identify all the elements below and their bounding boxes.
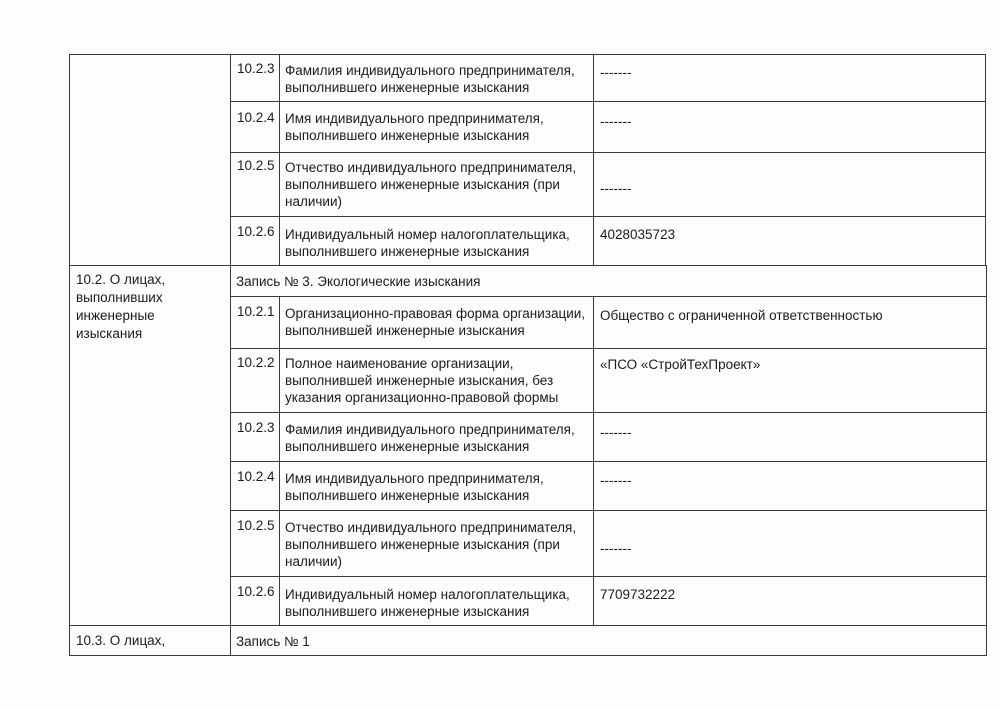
field-value: 7709732222 [600,587,676,602]
row-divider [69,655,987,656]
row-divider [69,265,986,266]
field-value: ------- [600,541,632,556]
section-label: изыскания [76,326,143,341]
row-number: 10.2.3 [237,420,275,435]
record-title: Запись № 3. Экологические изыскания [236,274,481,289]
row-divider [230,216,986,217]
field-label: Имя индивидуального предпринимателя, [285,471,544,486]
column-divider [279,54,280,265]
field-label: Отчество индивидуального предпринимателя, [285,520,577,535]
section-label: инженерные [76,308,155,323]
field-value: ------- [600,473,632,488]
row-number: 10.2.1 [237,304,275,319]
row-divider [69,54,985,55]
row-number: 10.2.5 [237,158,275,173]
field-label: выполнившего инженерные изыскания [285,128,530,143]
field-value: ------- [600,425,632,440]
field-label: выполнившего инженерные изыскания [285,439,530,454]
field-value: Общество с ограниченной ответственностью [600,308,883,323]
row-divider [230,412,987,413]
field-value: ------- [600,114,632,129]
row-number: 10.2.3 [237,61,275,76]
column-divider [279,296,280,625]
field-label: выполнившей инженерные изыскания, без [285,373,554,388]
field-label: Фамилия индивидуального предпринимателя, [285,422,575,437]
field-label: выполнившего инженерные изыскания [285,80,530,95]
field-label: Отчество индивидуального предпринимателя, [285,160,577,175]
row-number: 10.2.4 [237,110,275,125]
column-divider [985,54,986,265]
field-label: выполнившего инженерные изыскания [285,244,530,259]
column-divider [986,265,987,655]
section-label: 10.2. О лицах, [76,272,166,287]
field-label: выполнившего инженерные изыскания [285,604,530,619]
field-value: ------- [600,65,632,80]
field-label: Индивидуальный номер налогоплательщика, [285,587,570,602]
field-label: Индивидуальный номер налогоплательщика, [285,227,570,242]
field-label: наличии) [285,194,342,209]
column-divider [593,54,594,265]
field-label: указания организационно-правовой формы [285,390,559,405]
field-label: выполнившего инженерные изыскания [285,488,530,503]
column-divider [593,296,594,625]
field-label: выполнившего инженерные изыскания (при [285,537,560,552]
field-label: Имя индивидуального предпринимателя, [285,111,544,126]
row-divider [69,625,987,626]
field-label: Фамилия индивидуального предпринимателя, [285,63,575,78]
row-number: 10.2.4 [237,469,275,484]
field-label: выполнившего инженерные изыскания (при [285,177,560,192]
row-divider [230,461,987,462]
row-divider [230,101,986,102]
field-label: Полное наименование организации, [285,356,514,371]
row-number: 10.2.6 [237,584,275,599]
row-divider [230,510,987,511]
row-number: 10.2.5 [237,518,275,533]
row-divider [230,296,987,297]
field-label: выполнившей инженерные изыскания [285,323,525,338]
field-value: «ПСО «СтройТехПроект» [600,357,761,372]
row-divider [230,152,986,153]
section-label: 10.3. О лицах, [76,633,166,648]
row-number: 10.2.2 [237,355,275,370]
row-number: 10.2.6 [237,224,275,239]
field-value: ------- [600,181,632,196]
row-divider [230,348,987,349]
record-title: Запись № 1 [236,634,310,649]
field-label: наличии) [285,554,342,569]
row-divider [230,576,987,577]
column-divider [69,54,70,655]
field-value: 4028035723 [600,227,676,242]
section-label: выполнивших [76,290,163,305]
column-divider [230,54,231,655]
field-label: Организационно-правовая форма организации, [285,306,586,321]
